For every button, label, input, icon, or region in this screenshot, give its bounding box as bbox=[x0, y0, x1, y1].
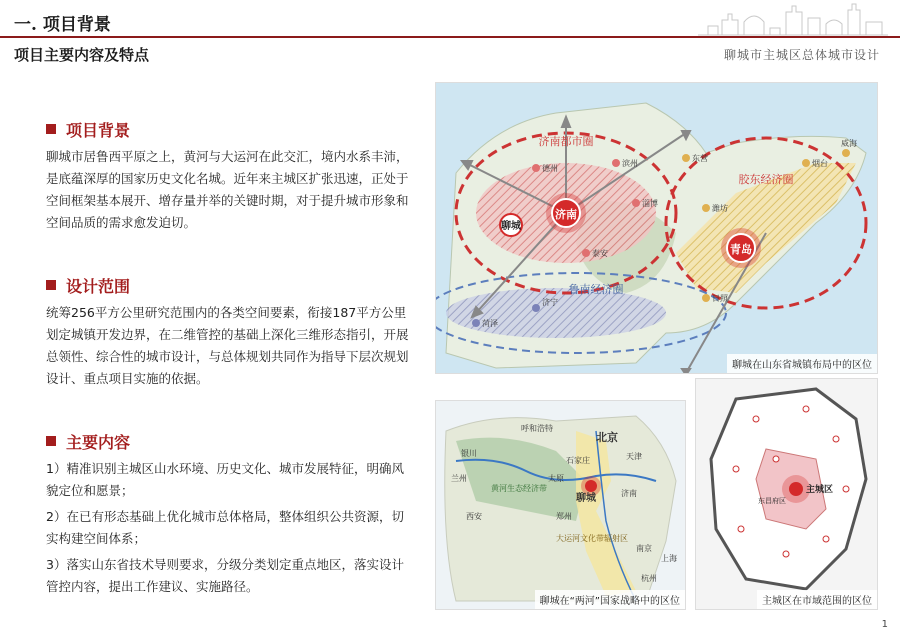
yinchuan-label: 银川 bbox=[461, 449, 477, 458]
two-rivers-map-panel bbox=[435, 400, 686, 610]
heading-label: 项目背景 bbox=[66, 120, 131, 140]
jinan-circle-label: 济南都市圈 bbox=[538, 135, 594, 148]
yantai-label: 烟台 bbox=[812, 159, 828, 168]
city-skyline-graphic bbox=[698, 2, 888, 36]
zibo-label: 淄博 bbox=[642, 199, 658, 208]
lanzhou-label: 兰州 bbox=[451, 474, 467, 483]
shanghai-label: 上海 bbox=[661, 554, 677, 563]
dongying-label: 东营 bbox=[692, 154, 708, 163]
jinan-label: 济南 bbox=[621, 489, 637, 498]
bullet-square-icon bbox=[46, 436, 56, 446]
shijiazhuang-label: 石家庄 bbox=[566, 456, 590, 465]
taiyuan-label: 太原 bbox=[548, 474, 564, 483]
bullet-square-icon bbox=[46, 280, 56, 290]
body-paragraph: 聊城市居鲁西平原之上，黄河与大运河在此交汇，境内水系丰沛，是底蕴深厚的国家历史文化名城。近年来主城区扩张迅速，正处于空间框架基本展开、增存量并举的关键时期，对于提升城市形象和空间品质的需求愈发迫切。 bbox=[46, 149, 409, 230]
rizhao-label: 日照 bbox=[712, 294, 728, 303]
heading-label: 设计范围 bbox=[66, 276, 131, 296]
section-background bbox=[46, 116, 416, 234]
lunan-circle-label: 鲁南经济圈 bbox=[568, 283, 624, 296]
xian-label: 西安 bbox=[466, 512, 482, 521]
jiaodong-circle-label: 胶东经济圈 bbox=[738, 173, 794, 186]
weifang-label: 潍坊 bbox=[712, 204, 728, 213]
weihai-label: 威海 bbox=[841, 139, 857, 148]
zhengzhou-label: 郑州 bbox=[556, 512, 572, 521]
two-rivers-map bbox=[436, 401, 686, 610]
map-caption: 主城区在市域范围的区位 bbox=[757, 590, 877, 609]
liaocheng-label: 聊城 bbox=[501, 221, 521, 232]
map-caption: 聊城在“两河”国家战略中的区位 bbox=[535, 590, 685, 609]
taian-label: 泰安 bbox=[592, 249, 608, 258]
page-number: 1 bbox=[881, 619, 888, 630]
city-region-map-panel bbox=[695, 378, 878, 610]
liaocheng-label: 聊城 bbox=[576, 493, 596, 504]
main-city-node bbox=[789, 482, 803, 496]
city-region-map bbox=[696, 379, 878, 610]
canal-belt-label: 大运河文化带辐射区 bbox=[556, 534, 628, 543]
heading-label: 主要内容 bbox=[66, 432, 131, 452]
qingdao-label: 青岛 bbox=[730, 243, 752, 256]
beijing-label: 北京 bbox=[596, 431, 618, 444]
dezhou-label: 德州 bbox=[542, 164, 558, 173]
liaocheng-node bbox=[585, 480, 597, 492]
section-heading bbox=[46, 428, 416, 454]
dongchangfu-label: 东昌府区 bbox=[758, 497, 786, 505]
jinan-label: 济南 bbox=[555, 208, 577, 221]
project-name: 聊城市主城区总体城市设计 bbox=[723, 48, 880, 62]
header-divider bbox=[0, 36, 900, 38]
yellow-river-belt-label: 黄河生态经济带 bbox=[491, 484, 547, 493]
page-subtitle: 项目主要内容及特点 bbox=[14, 46, 150, 64]
bullet-square-icon bbox=[46, 124, 56, 134]
body-paragraph: 3）落实山东省技术导则要求，分级分类划定重点地区，落实设计管控内容，提出工作建议、实施路径。 bbox=[46, 557, 404, 594]
section-title: 一. 项目背景 bbox=[14, 15, 111, 35]
heze-label: 菏泽 bbox=[482, 319, 498, 328]
binzhou-label: 滨州 bbox=[622, 159, 638, 168]
body-paragraph: 1）精准识别主城区山水环境、历史文化、城市发展特征，明确风貌定位和愿景； bbox=[46, 461, 404, 498]
section-heading bbox=[46, 272, 416, 298]
page-header bbox=[0, 0, 900, 66]
body-paragraph: 2）在已有形态基础上优化城市总体格局，整体组织公共资源，切实构建空间体系； bbox=[46, 509, 404, 546]
section-content bbox=[46, 428, 416, 598]
shandong-map bbox=[436, 83, 878, 374]
shandong-map-panel bbox=[435, 82, 878, 374]
jining-label: 济宁 bbox=[542, 298, 558, 307]
hangzhou-label: 杭州 bbox=[641, 574, 657, 583]
section-scope bbox=[46, 272, 416, 390]
body-paragraph: 统筹256平方公里研究范围内的各类空间要素，衔接187平方公里划定城镇开发边界，在二维管控的基础上深化三维形态指引，开展总领性、综合性的城市设计，与总体规划共同作为指导下层次规划设计、重点项目实施的依据。 bbox=[46, 305, 409, 386]
hohhot-label: 呼和浩特 bbox=[521, 424, 553, 433]
tianjin-label: 天津 bbox=[626, 452, 642, 461]
main-city-label: 主城区 bbox=[806, 485, 834, 495]
section-heading bbox=[46, 116, 416, 142]
nanjing-label: 南京 bbox=[636, 544, 652, 553]
map-caption: 聊城在山东省城镇布局中的区位 bbox=[727, 354, 877, 373]
